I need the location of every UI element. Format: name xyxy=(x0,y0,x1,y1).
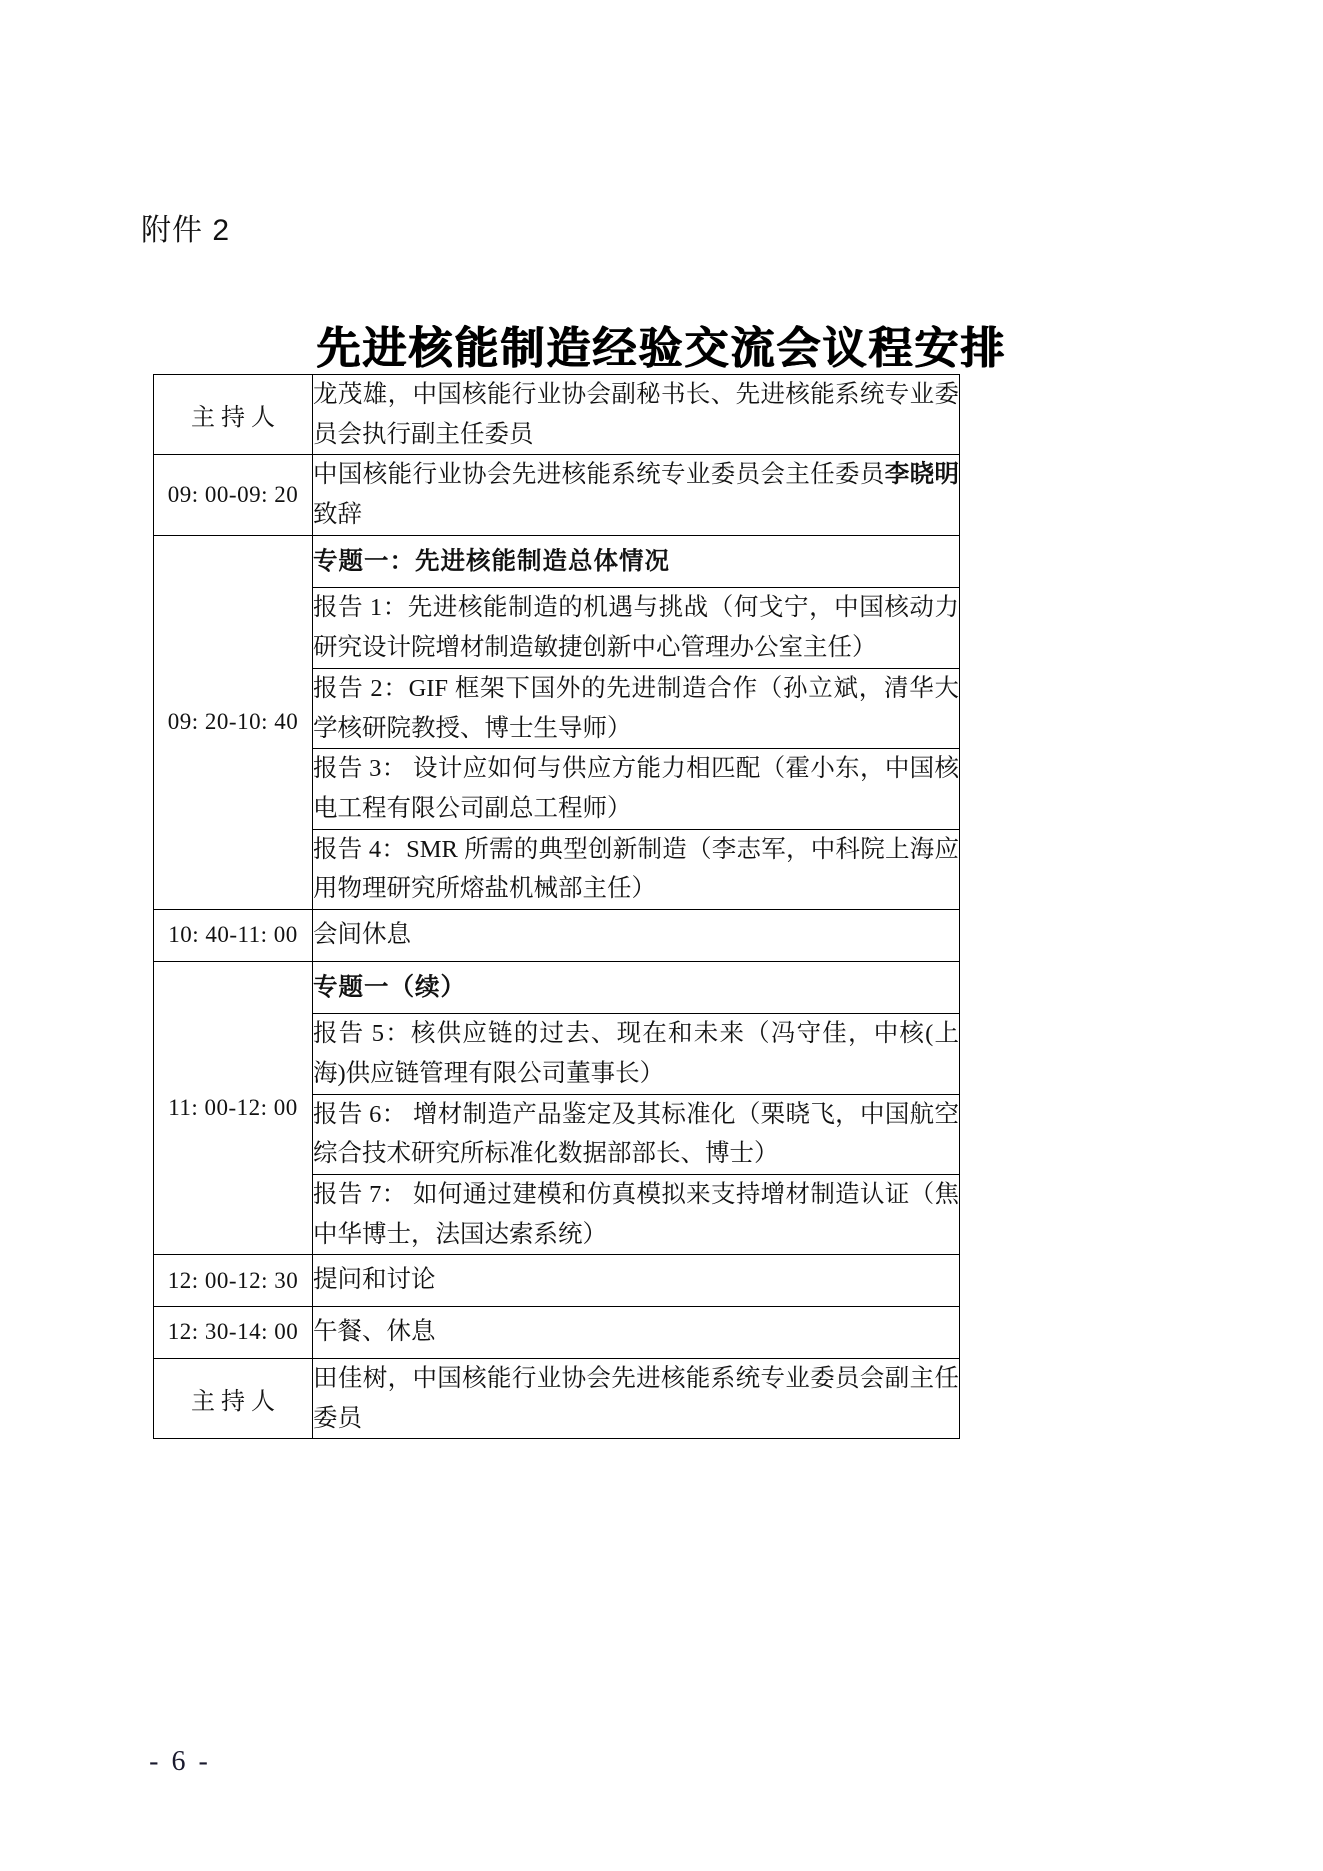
agenda-item-text: 报告 2：GIF 框架下国外的先进制造合作（孙立斌，清华大学核研院教授、博士生导师） xyxy=(313,668,960,748)
agenda-item-text: 报告 3： 设计应如何与供应方能力相匹配（霍小东，中国核电工程有限公司副总工程师） xyxy=(313,749,960,829)
agenda-item-text: 午餐、休息 xyxy=(313,1307,960,1359)
agenda-item-text: 报告 4：SMR 所需的典型创新制造（李志军，中科院上海应用物理研究所熔盐机械部主任） xyxy=(313,829,960,909)
attachment-label: 附件 2 xyxy=(141,214,231,247)
agenda-time-label: 09: 00-09: 20 xyxy=(154,455,313,535)
agenda-item-text: 报告 7： 如何通过建模和仿真模拟来支持增材制造认证（焦中华博士，法国达索系统） xyxy=(313,1175,960,1255)
agenda-item-highlight-name: 李晓明 xyxy=(884,461,960,489)
agenda-item-text: 报告 5：核供应链的过去、现在和未来（冯守佳，中核(上海)供应链管理有限公司董事长） xyxy=(313,1014,960,1094)
agenda-time-label: 12: 30-14: 00 xyxy=(154,1307,313,1359)
agenda-item-text xyxy=(313,455,960,535)
page-title: 先进核能制造经验交流会议程安排 xyxy=(316,324,1007,373)
agenda-item-text: 龙茂雄，中国核能行业协会副秘书长、先进核能系统专业委员会执行副主任委员 xyxy=(313,375,960,455)
agenda-role-label: 主持人 xyxy=(154,1358,313,1438)
agenda-item-text: 提问和讨论 xyxy=(313,1255,960,1307)
table-row xyxy=(154,535,960,588)
agenda-time-label: 09: 20-10: 40 xyxy=(154,535,313,909)
agenda-item-text-post: 致辞 xyxy=(313,501,362,529)
table-row xyxy=(154,1358,960,1438)
table-row xyxy=(154,455,960,535)
agenda-item-text: 会间休息 xyxy=(313,909,960,961)
agenda-item-text: 田佳树，中国核能行业协会先进核能系统专业委员会副主任委员 xyxy=(313,1358,960,1438)
table-row xyxy=(154,1307,960,1359)
agenda-role-label: 主持人 xyxy=(154,375,313,455)
agenda-time-label: 11: 00-12: 00 xyxy=(154,961,313,1255)
agenda-item-text-pre: 中国核能行业协会先进核能系统专业委员会主任委员 xyxy=(313,461,885,489)
page-number: - 6 - xyxy=(149,1746,211,1777)
agenda-time-label: 12: 00-12: 30 xyxy=(154,1255,313,1307)
agenda-topic-heading: 专题一：先进核能制造总体情况 xyxy=(313,535,960,588)
table-row xyxy=(154,375,960,455)
agenda-topic-heading: 专题一（续） xyxy=(313,961,960,1014)
table-row xyxy=(154,1255,960,1307)
table-row xyxy=(154,909,960,961)
agenda-time-label: 10: 40-11: 00 xyxy=(154,909,313,961)
agenda-table-container xyxy=(153,374,960,1439)
agenda-table xyxy=(153,374,960,1439)
agenda-item-text: 报告 6： 增材制造产品鉴定及其标准化（栗晓飞，中国航空综合技术研究所标准化数据部部长、博士） xyxy=(313,1094,960,1174)
table-row xyxy=(154,961,960,1014)
agenda-item-text: 报告 1：先进核能制造的机遇与挑战（何戈宁，中国核动力研究设计院增材制造敏捷创新中心管理办公室主任） xyxy=(313,588,960,668)
